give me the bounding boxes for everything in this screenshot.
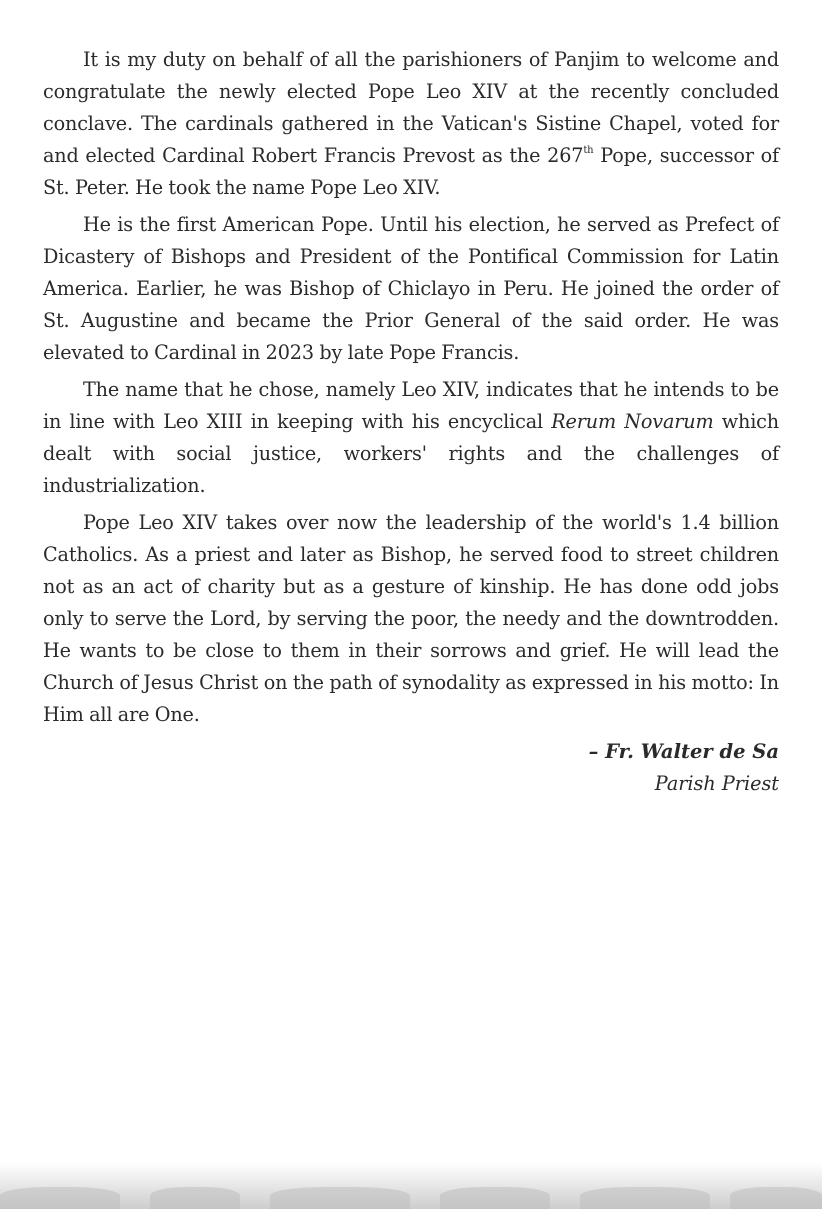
signature-name: – Fr. Walter de Sa <box>588 740 779 763</box>
paragraph-name-meaning-text: The name that he chose, namely Leo XIV, indicates that he intends to be in line with Leo XIII in keeping with his encyclical <box>43 378 779 433</box>
paragraph-name-meaning <box>43 374 779 502</box>
paragraph-name-meaning-text-end: which dealt with social justice, workers' rights and the challenges of industrialization. <box>43 410 779 497</box>
footer-texture <box>730 1187 822 1209</box>
signature-role: Parish Priest <box>654 772 779 795</box>
ordinal-suffix: th <box>583 145 594 156</box>
paragraph-leadership: Pope Leo XIV takes over now the leadership of the world's 1.4 billion Catholics. As a priest and later as Bishop, he served food to street children not as an act of charity but as a gesture of kinship. He has done odd jobs only to serve the Lord, by serving the poor, the needy and the downtrodden. He wants to be close to them in their sorrows and grief. He will lead the Church of Jesus Christ on the path of synodality as expressed in his motto: In Him all are One. <box>43 511 779 726</box>
paragraph-welcome <box>43 44 779 204</box>
footer-texture <box>0 1187 120 1209</box>
article-body <box>43 44 779 800</box>
paragraph-welcome-text-end: Pope, successor of St. Peter. He took the name Pope Leo XIV. <box>43 144 779 199</box>
footer-texture <box>270 1187 410 1209</box>
footer-texture <box>580 1187 710 1209</box>
decorative-footer-band <box>0 1163 822 1209</box>
encyclical-title: Rerum Novarum <box>551 410 714 433</box>
paragraph-biography: He is the first American Pope. Until his election, he served as Prefect of Dicastery of Bishops and President of the Pontifical Commission for Latin America. Earlier, he was Bishop of Chiclayo in Peru. He joined the order of St. Augustine and became the Prior General of the said order. He was elevated to Cardinal in 2023 by late Pope Francis. <box>43 213 779 364</box>
signature-block <box>43 736 779 800</box>
footer-texture <box>440 1187 550 1209</box>
paragraph-welcome-text: It is my duty on behalf of all the parishioners of Panjim to welcome and congratulate the newly elected Pope Leo XIV at the recently concluded conclave. The cardinals gathered in the Vatican's Sistine Chapel, voted for and elected Cardinal Robert Francis Prevost as the 267 <box>43 48 779 167</box>
footer-texture <box>150 1187 240 1209</box>
